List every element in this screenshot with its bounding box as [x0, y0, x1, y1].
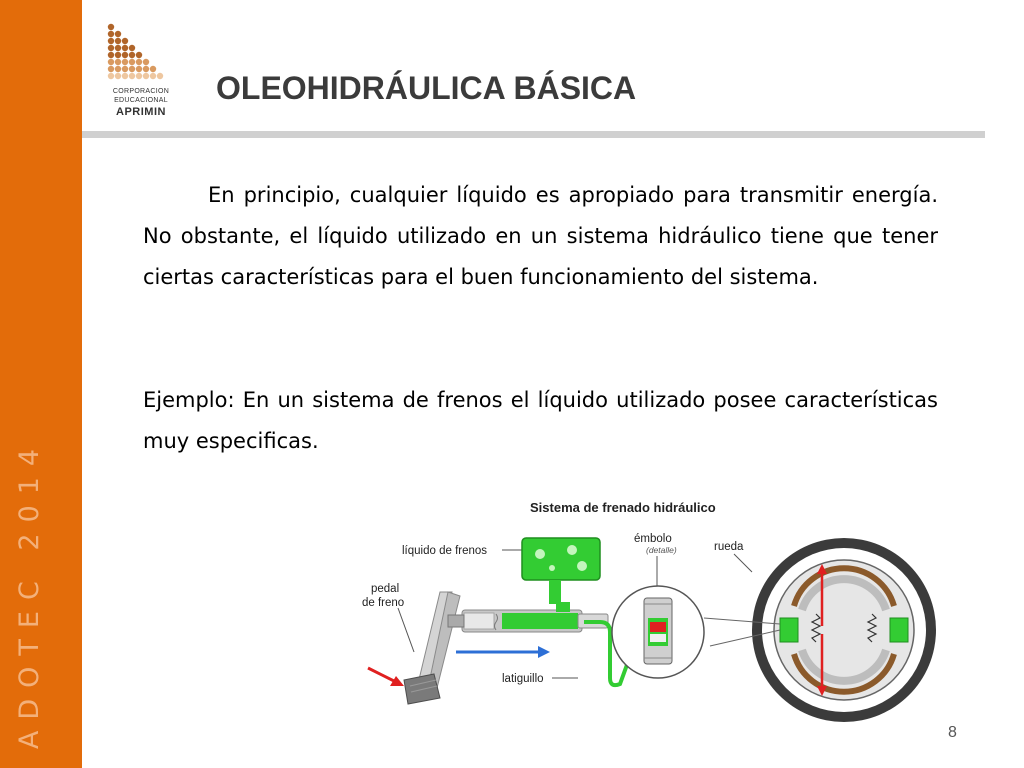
paragraph-example: Ejemplo: En un sistema de frenos el líquido utilizado posee características muy especificas. [143, 388, 938, 453]
logo-line-1: CORPORACION [112, 88, 170, 95]
logo-mark-icon [102, 22, 180, 86]
blue-flow-arrow [456, 646, 550, 658]
label-detalle: (detalle) [646, 545, 677, 555]
diagram-title: Sistema de frenado hidráulico [530, 500, 716, 515]
label-latiguillo: latiguillo [502, 673, 544, 685]
red-force-arrow [368, 668, 404, 686]
label-rueda: rueda [714, 541, 744, 553]
page-number: 8 [948, 724, 957, 741]
brake-system-diagram [352, 492, 954, 728]
logo-line-2: EDUCACIONAL [114, 97, 168, 104]
logo [102, 22, 180, 120]
title-divider [82, 131, 985, 138]
sidebar-vertical-label: ADOTEC 2014 [14, 437, 46, 749]
logo-brand: APRIMIN [116, 106, 166, 118]
wheel-drum-icon [704, 538, 936, 722]
paragraph-intro: En principio, cualquier líquido es apropiado para transmitir energía. No obstante, el líquido utilizado en un sistema hidráulico tiene que tener ciertas características para el buen funcionamiento del sistema. [143, 183, 938, 289]
label-liquido: líquido de frenos [402, 545, 488, 557]
label-pedal: pedal [371, 583, 400, 595]
sidebar-band [0, 0, 82, 768]
brake-fluid-reservoir-icon [522, 538, 600, 604]
page-title: OLEOHIDRÁULICA BÁSICA [216, 70, 637, 106]
label-de-freno: de freno [362, 597, 405, 609]
piston-detail-icon [612, 586, 704, 678]
label-embolo: émbolo [634, 533, 672, 545]
master-cylinder-icon [462, 602, 608, 632]
